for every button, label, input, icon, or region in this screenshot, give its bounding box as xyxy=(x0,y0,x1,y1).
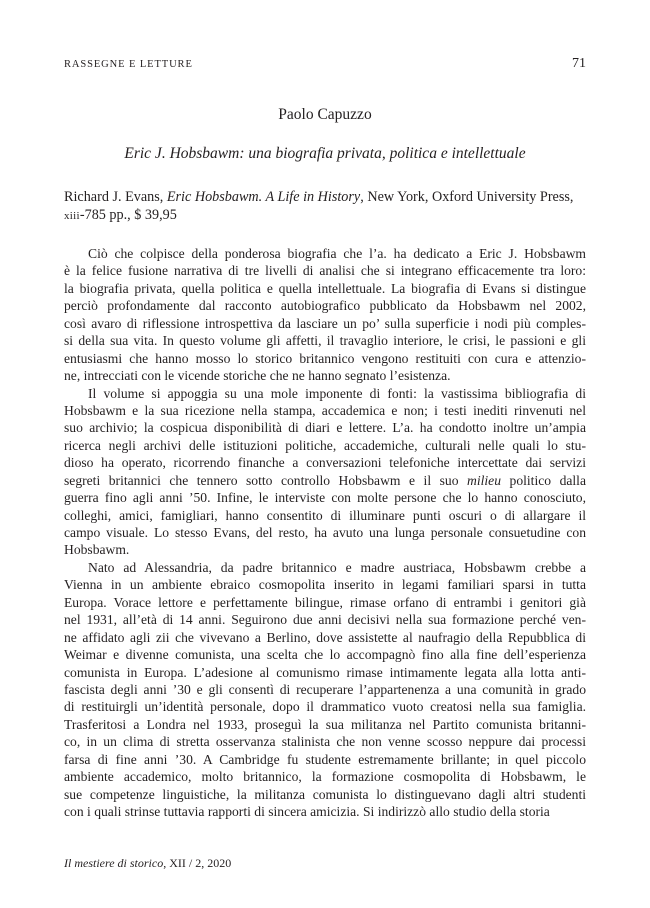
text-line: ne, intrecciati con le vicende storiche che ne hanno segnato l’esistenza. xyxy=(64,368,451,384)
text-line: entusiasmi che hanno mosso lo storico britannico vengono restituiti con cura e attenzio- xyxy=(64,350,586,366)
article-author: Paolo Capuzzo xyxy=(278,106,372,123)
text-line: Trasferitosi a Londra nel 1933, proseguì la sua militanza nel Partito comunista britanni- xyxy=(64,716,586,732)
text-line: nel 1931, all’età di 14 anni. Seguirono due anni decisivi nella sua formazione perché ven- xyxy=(64,612,586,628)
text-line: così avaro di riflessione introspettiva da lasciare un po’ sulla superficie i nodi più comples- xyxy=(64,315,586,331)
text-line: ne affidato agli zii che vivevano a Berlino, dove assistette al naufragio della Repubblica di xyxy=(64,629,586,645)
text-line: Hobsbawm e la sua ricezione nella stampa, accademica e non; i testi inediti rinvenuti nel xyxy=(64,402,586,418)
journal-name: Il mestiere di storico xyxy=(64,856,164,870)
text-line: sue competenze linguistiche, la militanza comunista lo distinguevano dagli altri studenti xyxy=(64,786,586,802)
text-line: guerra fino agli anni ’50. Infine, le interviste con molte persone che lo hanno conosciuto, xyxy=(64,490,586,506)
text-line: Il volume si appoggia su una mole imponente di fonti: la vastissima bibliografia di xyxy=(88,385,586,401)
text-line: Vienna in un ambiente ebraico cosmopolita inserito in legami familiari sparsi in tutta xyxy=(64,577,586,593)
text-line: colleghi, amici, famigliari, hanno consentito di illuminare punti oscuri o di allargare il xyxy=(64,507,586,523)
article-body xyxy=(64,245,586,820)
running-head xyxy=(64,56,586,72)
text-line: Nato ad Alessandria, da padre britannico e madre austriaca, Hobsbawm crebbe a xyxy=(88,559,586,575)
text-line: farsa di fine anni ’30. A Cambridge fu studente estremamente brillante; in quel piccolo xyxy=(64,751,586,767)
paragraph xyxy=(64,245,586,385)
text-line: comunista in Europa. L’adesione al comunismo rimase intimamente legata alla lotta anti- xyxy=(64,664,586,680)
journal-issue: , XII / 2, 2020 xyxy=(163,856,232,870)
book-pages-roman: xiii xyxy=(64,210,80,222)
text-line: con i quali strinse tuttavia rapporti di sincera amicizia. Si indirizzò allo studio della storia xyxy=(64,804,550,819)
text-line: ricerca negli archivi delle istituzioni politiche, accademiche, culturali nelle quali lo stu- xyxy=(64,437,586,453)
article-title: Eric J. Hobsbawm: una biografia privata, politica e intellettuale xyxy=(124,145,526,162)
text-line: è la felice fusione narrativa di tre livelli di analisi che si integrano efficacemente tra loro: xyxy=(64,263,586,279)
page-footer xyxy=(64,856,231,871)
book-publisher: , New York, Oxford University Press, xyxy=(360,189,574,205)
paragraph xyxy=(64,559,586,821)
italic-term: milieu xyxy=(467,472,502,488)
text-line: co, in un clima di stretta osservanza stalinista che non venne scosso neppure dai processi xyxy=(64,734,586,750)
text-line: ambiente accademico, molto britannico, la formazione cosmopolita di Hobsbawm, le xyxy=(64,769,586,785)
book-title: Eric Hobsbawm. A Life in History xyxy=(166,189,361,205)
text-line: Ciò che colpisce della ponderosa biografia che l’a. ha dedicato a Eric J. Hobsbawm xyxy=(88,246,586,261)
page-number: 71 xyxy=(572,56,586,71)
text-line: suo archivio; la cospicua disponibilità di diari e lettere. L’a. ha condotto inoltre un’ampia xyxy=(64,420,586,436)
text-line: Europa. Vorace lettore e perfettamente bilingue, rimase orfano di entrambi i genitori già xyxy=(64,594,586,610)
text-line: Hobsbawm. xyxy=(64,542,130,558)
book-reference xyxy=(64,188,586,225)
text-line: perciò profondamente dal racconto autobiografico pubblicato da Hobsbawm nel 2002, xyxy=(64,298,586,314)
text-line: campo visuale. Lo stesso Evans, del resto, ha avuto una lunga personale consuetudine con xyxy=(64,525,586,540)
text-line: dioso ha operato, ricorrendo finanche a conversazioni telefoniche intercettate dai servizi xyxy=(64,455,586,471)
text-line: di restituirgli un’identità personale, dopo il drammatico vuoto creatosi nella sua famiglia. xyxy=(64,699,586,715)
text-line: segreti britannici che tennero sotto controllo Hobsbawm e il suo milieu politico dalla xyxy=(64,472,586,488)
text-line: si della sua vita. In questo volume gli affetti, il travaglio interiore, le crisi, le passioni e gli xyxy=(64,333,586,349)
book-pages-price: -785 pp., $ 39,95 xyxy=(79,207,177,223)
text-line: fascista degli anni ’30 e gli consentì di recuperare l’appartenenza a una comunità in grado xyxy=(64,681,586,697)
paragraph xyxy=(64,385,586,559)
text-line: la biografia privata, quella politica e quella intellettuale. La biografia di Evans si distingue xyxy=(64,280,586,296)
book-author: Richard J. Evans, xyxy=(64,189,167,205)
text-line: Weimar e divenne comunista, una scelta che lo accompagnò fino alla fine dell’esperienza xyxy=(64,647,586,663)
running-head-title: RASSEGNE E LETTURE xyxy=(64,59,193,70)
